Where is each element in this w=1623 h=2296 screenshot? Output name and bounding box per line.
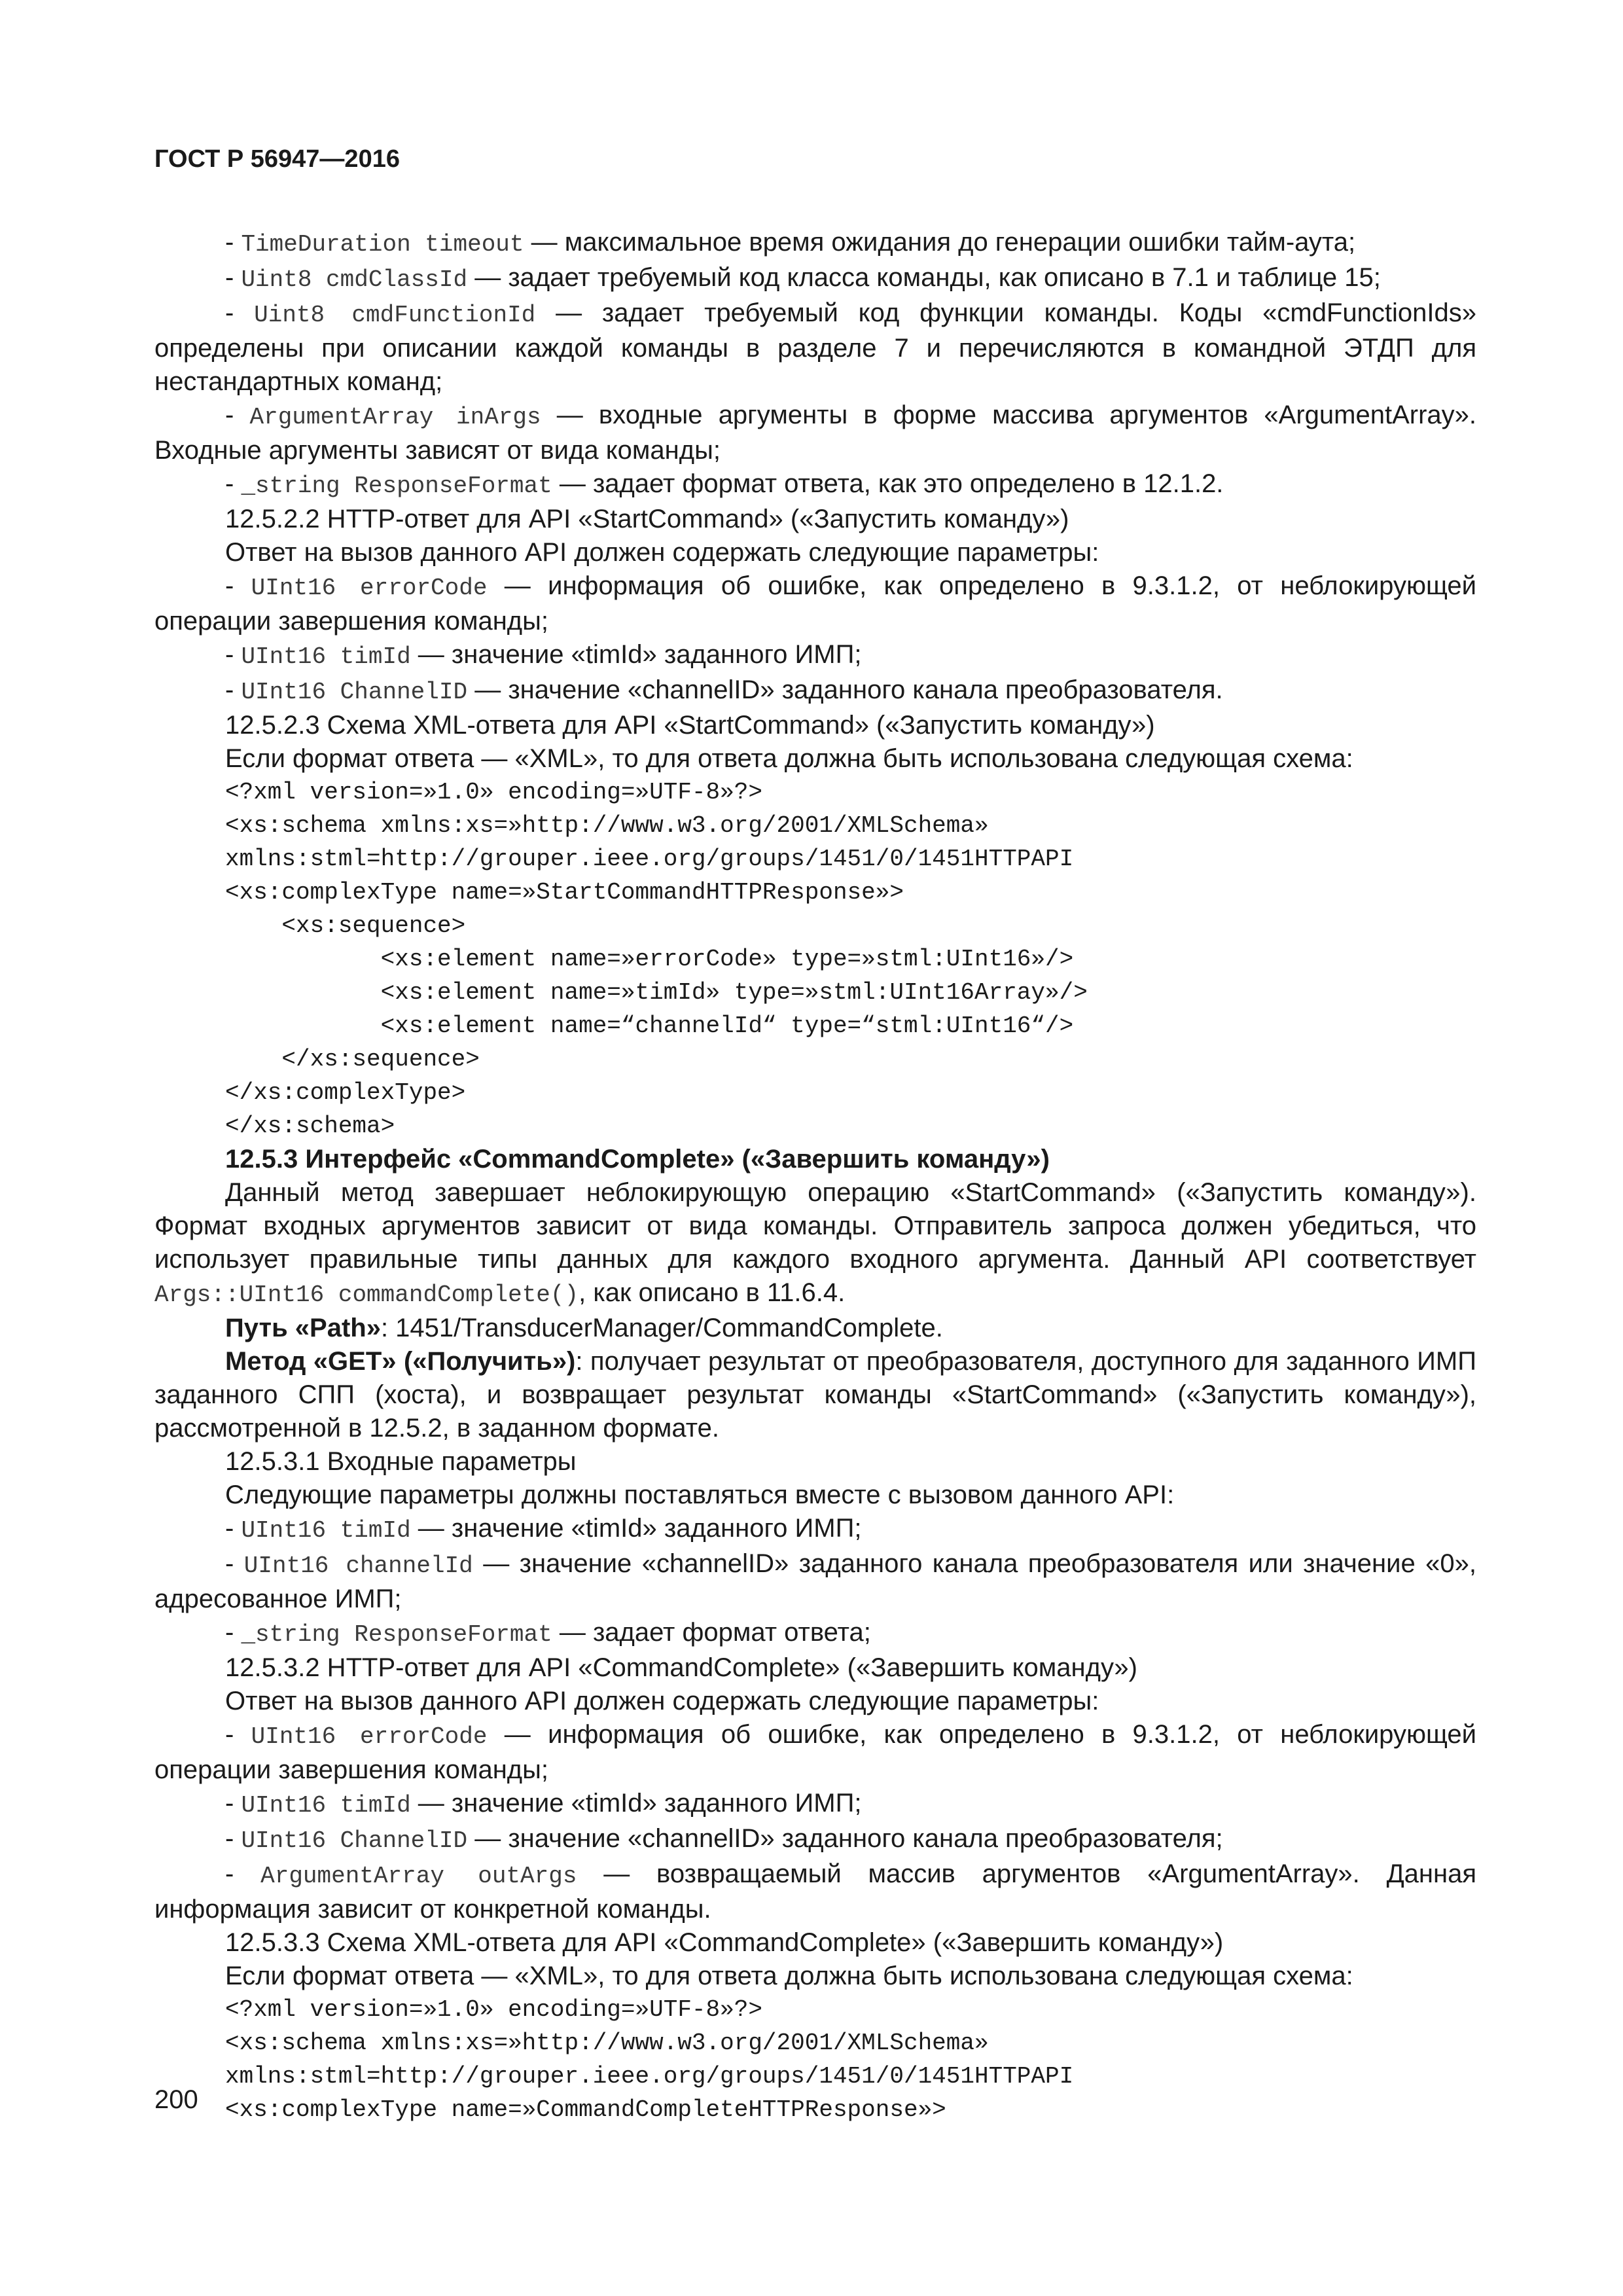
- code-identifier: _string ResponseFormat: [241, 473, 552, 499]
- text-run: -: [225, 1789, 241, 1818]
- code-line: xmlns:stml=http://grouper.ieee.org/groups/1451/0/1451HTTPAPI: [225, 2063, 1074, 2090]
- code-line: <xs:element name=“channelId“ type=“stml:UInt16“/>: [225, 1013, 1074, 1039]
- paragraph: [154, 1345, 1476, 1445]
- code-line: xmlns:stml=http://grouper.ieee.org/groups/1451/0/1451HTTPAPI: [225, 846, 1074, 872]
- text-run: Если формат ответа — «XML», то для ответа должна быть использована следующая схема:: [225, 744, 1353, 773]
- code-identifier: UInt16 timId: [241, 643, 411, 670]
- code-line: <?xml version=»1.0» encoding=»UTF-8»?>: [225, 779, 762, 806]
- code-line: <xs:element name=»timId» type=»stml:UInt16Array»/>: [225, 979, 1088, 1006]
- paragraph: [154, 1787, 1476, 1822]
- text-run: — максимальное время ожидания до генерации ошибки тайм-аута;: [524, 228, 1356, 257]
- code-identifier: UInt16 channelId: [243, 1552, 473, 1579]
- code-line: <xs:schema xmlns:xs=»http://www.w3.org/2001/XMLSchema»: [225, 812, 989, 839]
- paragraph: [154, 1926, 1476, 1960]
- text-run: — значение «channelID» заданного канала преобразователя.: [467, 675, 1223, 704]
- paragraph: [154, 1176, 1476, 1312]
- text-run: — информация об ошибке, как определено в 9.3.1.2, от неблокирующей операции завершения команды;: [154, 571, 1477, 636]
- code-line: <xs:schema xmlns:xs=»http://www.w3.org/2001/XMLSchema»: [225, 2030, 989, 2056]
- text-run: Ответ на вызов данного API должен содержать следующие параметры:: [225, 1687, 1099, 1715]
- text-run: — информация об ошибке, как определено в 9.3.1.2, от неблокирующей операции завершения команды;: [154, 1720, 1477, 1784]
- text-run: -: [225, 1549, 244, 1578]
- text-run: 12.5.3.3 Схема XML-ответа для API «CommandComplete» («Завершить команду»): [225, 1928, 1224, 1957]
- paragraph: [154, 1651, 1476, 1685]
- text-run: — задает формат ответа, как это определено в 12.1.2.: [552, 469, 1224, 498]
- code-identifier: UInt16 errorCode: [251, 1723, 488, 1750]
- code-line: </xs:schema>: [225, 1113, 395, 1139]
- paragraph: [154, 569, 1476, 638]
- paragraph: [154, 536, 1476, 569]
- text-run: -: [225, 675, 241, 704]
- paragraph: [154, 296, 1476, 399]
- code-line: </xs:sequence>: [225, 1046, 480, 1073]
- code-identifier: ArgumentArray outArgs: [260, 1863, 577, 1890]
- code-line: <xs:complexType name=»CommandCompleteHTTPResponse»>: [225, 2096, 946, 2123]
- paragraph: [154, 1512, 1476, 1547]
- code-identifier: _string ResponseFormat: [241, 1621, 552, 1648]
- text-run: Ответ на вызов данного API должен содержать следующие параметры:: [225, 538, 1099, 567]
- code-line: </xs:complexType>: [225, 1079, 466, 1106]
- text-run: — значение «channelID» заданного канала преобразователя или значение «0», адресованное ИМП;: [154, 1549, 1477, 1613]
- paragraph: [154, 1718, 1476, 1787]
- code-identifier: UInt16 ChannelID: [241, 1827, 468, 1854]
- text-run: -: [225, 469, 241, 498]
- paragraph: [154, 503, 1476, 536]
- text-run: -: [225, 263, 241, 292]
- text-run: : получает результат от преобразователя, доступного для заданного ИМП заданного СПП (хоста), и возвращает результат команды «StartCommand» («Запустить команду»), рассмотренной в 12.5.2, в заданном формате.: [154, 1347, 1477, 1443]
- paragraph: [154, 1685, 1476, 1718]
- paragraph: [154, 1822, 1476, 1857]
- code-identifier: ArgumentArray inArgs: [249, 404, 541, 431]
- text-run: — значение «timId» заданного ИМП;: [410, 1514, 862, 1543]
- paragraph: [154, 467, 1476, 503]
- paragraph: [154, 1547, 1476, 1616]
- code-identifier: UInt16 ChannelID: [241, 679, 468, 706]
- code-line: <xs:element name=»errorCode» type=»stml:UInt16»/>: [225, 946, 1074, 973]
- text-run: — значение «timId» заданного ИМП;: [410, 640, 862, 669]
- text-run: 12.5.3.1 Входные параметры: [225, 1447, 577, 1476]
- text-run: — возвращаемый массив аргументов «ArgumentArray». Данная информация зависит от конкретной команды.: [154, 1859, 1476, 1924]
- bold-text: 12.5.3 Интерфейс «CommandComplete» («Завершить команду»): [225, 1145, 1050, 1174]
- text-run: — задает требуемый код класса команды, как описано в 7.1 и таблице 15;: [467, 263, 1381, 292]
- text-run: — задает требуемый код функции команды. Коды «cmdFunctionIds» определены при описании каждой команды в разделе 7 и перечисляются в командной ЭТДП для нестандартных команд;: [154, 298, 1477, 396]
- text-run: -: [225, 571, 251, 600]
- text-run: — значение «timId» заданного ИМП;: [410, 1789, 862, 1818]
- text-run: -: [225, 1720, 251, 1749]
- text-run: -: [225, 1514, 241, 1543]
- paragraph: [154, 226, 1476, 261]
- text-run: , как описано в 11.6.4.: [579, 1278, 846, 1307]
- code-identifier: Args::UInt16 commandComplete(): [154, 1282, 579, 1308]
- text-run: -: [225, 401, 250, 429]
- text-run: Следующие параметры должны поставляться вместе с вызовом данного API:: [225, 1480, 1175, 1509]
- paragraph: [154, 709, 1476, 742]
- paragraph: [154, 742, 1476, 776]
- text-run: 12.5.2.2 HTTP-ответ для API «StartCommand» («Запустить команду»): [225, 505, 1069, 533]
- paragraph: [154, 1312, 1476, 1345]
- paragraph: [154, 261, 1476, 296]
- paragraph: [154, 673, 1476, 709]
- paragraph: [154, 1960, 1476, 1993]
- text-run: : 1451/TransducerManager/CommandComplete.: [380, 1314, 943, 1342]
- text-run: -: [225, 1618, 241, 1647]
- code-identifier: UInt16 timId: [241, 1517, 411, 1544]
- text-run: 12.5.2.3 Схема XML-ответа для API «StartCommand» («Запустить команду»): [225, 711, 1155, 740]
- text-run: — входные аргументы в форме массива аргументов «ArgumentArray». Входные аргументы зависят от вида команды;: [154, 401, 1476, 465]
- paragraph: [154, 1857, 1476, 1926]
- paragraph: [154, 1479, 1476, 1512]
- paragraph: [154, 638, 1476, 673]
- text-run: Данный метод завершает неблокирующую операцию «StartCommand» («Запустить команду»). Формат входных аргументов зависит от вида команды. Отправитель запроса должен убедиться, что использует правильные типы данных для каждого входного аргумента. Данный API соответствует: [154, 1178, 1476, 1274]
- text-run: -: [225, 640, 241, 669]
- code-line: <xs:complexType name=»StartCommandHTTPResponse»>: [225, 879, 904, 906]
- code-identifier: Uint8 cmdClassId: [241, 266, 468, 293]
- text-run: 12.5.3.2 HTTP-ответ для API «CommandComplete» («Завершить команду»): [225, 1653, 1137, 1682]
- text-run: Если формат ответа — «XML», то для ответа должна быть использована следующая схема:: [225, 1962, 1353, 1990]
- document-body: [154, 226, 1476, 2126]
- paragraph: [154, 1616, 1476, 1651]
- paragraph: [154, 1445, 1476, 1479]
- text-run: — значение «channelID» заданного канала преобразователя;: [467, 1824, 1223, 1853]
- code-line: <?xml version=»1.0» encoding=»UTF-8»?>: [225, 1996, 762, 2023]
- code-identifier: UInt16 timId: [241, 1792, 411, 1819]
- paragraph: [154, 1143, 1476, 1176]
- text-run: -: [225, 1824, 241, 1853]
- bold-text: Метод «GET» («Получить»): [225, 1347, 576, 1376]
- document-header: ГОСТ Р 56947—2016: [154, 145, 400, 173]
- paragraph: [154, 399, 1476, 467]
- page-number: 200: [154, 2085, 198, 2114]
- bold-text: Путь «Path»: [225, 1314, 381, 1342]
- text-run: -: [225, 228, 241, 257]
- code-line: <xs:sequence>: [225, 912, 466, 939]
- text-run: -: [225, 298, 255, 327]
- code-identifier: TimeDuration timeout: [241, 231, 524, 258]
- code-identifier: Uint8 cmdFunctionId: [254, 302, 536, 329]
- text-run: -: [225, 1859, 261, 1888]
- code-identifier: UInt16 errorCode: [251, 575, 488, 601]
- text-run: — задает формат ответа;: [552, 1618, 871, 1647]
